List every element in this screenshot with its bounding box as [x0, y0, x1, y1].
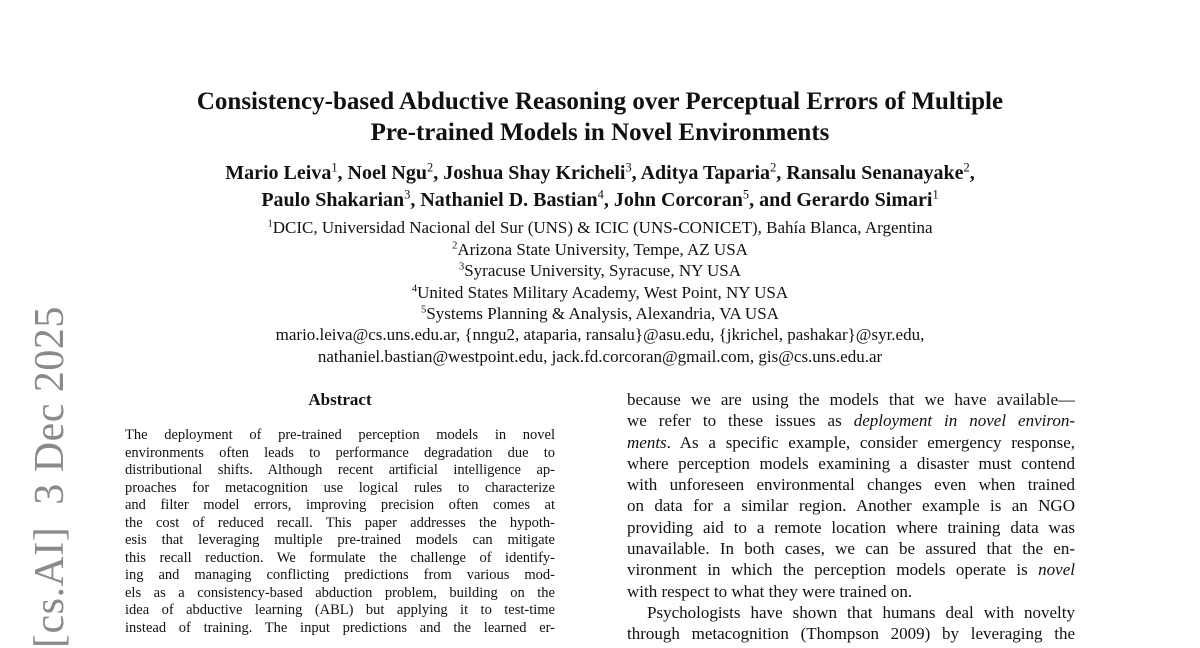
author-affiliation-mark: 2 [770, 160, 777, 175]
body-line: unavailable. In both cases, we can be assured that the en- [627, 539, 1075, 559]
body-line: Psychologists have shown that humans deal with novelty [647, 602, 1075, 622]
body-line: because we are using the models that we have available— [627, 390, 1075, 409]
author-name: Paulo Shakarian [261, 189, 405, 211]
author-affiliation-mark: 4 [597, 187, 604, 202]
email-line-2: nathaniel.bastian@westpoint.edu, jack.fd.corcoran@gmail.com, gis@cs.uns.edu.ar [317, 346, 883, 366]
body-line: with unforeseen environmental changes even when trained [627, 475, 1075, 495]
affiliation: $^5$Systems Planning & Analysis, Alexandria, VA USA [421, 304, 779, 323]
author-name: Nathaniel D. Bastian [420, 189, 598, 211]
arxiv-side-stamp [26, 306, 74, 648]
paper-title [100, 86, 1100, 148]
author-affiliation-mark: 1 [331, 160, 338, 175]
author-name: Mario Leiva [225, 162, 332, 184]
body-line: where perception models examining a disaster must contend [627, 453, 1075, 473]
author-name: Ransalu Senanayake [786, 162, 964, 184]
abstract-line: els as a consistency-based abduction problem, building on the [125, 584, 555, 601]
author-list [100, 160, 1100, 214]
abstract-line: and filter model errors, improving precision often comes at [125, 497, 555, 513]
email-list [100, 324, 1100, 367]
arxiv-date: 3 Dec 2025 [27, 306, 73, 505]
author-affiliation-mark: 1 [932, 187, 939, 202]
abstract-line: this recall reduction. We formulate the challenge of identify- [125, 549, 555, 566]
affiliation-list [100, 217, 1100, 325]
body-line: through metacognition (Thompson 2009) by leveraging the [627, 624, 1075, 644]
author-line-1: Mario Leiva$^1$, Noel Ngu$^2$, Joshua Shay Kricheli$^3$, Aditya Taparia$^2$, Ransalu Senanayake$^2$, [225, 160, 975, 184]
abstract-heading: Abstract [308, 390, 372, 409]
abstract-body [125, 427, 555, 637]
body-line: providing aid to a remote location where training data was [627, 517, 1075, 537]
author-affiliation-mark: 3 [404, 187, 411, 202]
abstract-line: The deployment of pre-trained perception models in novel [125, 427, 555, 443]
abstract-line: the cost of reduced recall. This paper addresses the hypoth- [125, 514, 555, 531]
body-line: on data for a similar region. Another example is an NGO [627, 496, 1075, 516]
body-line: vironment in which the perception models operate is novel [627, 560, 1075, 580]
abstract-line: ing and managing conflicting predictions from various mod- [125, 567, 555, 583]
abstract-line: environments often leads to performance degradation due to [125, 444, 555, 461]
author-name: Noel Ngu [347, 162, 427, 184]
author-name: Gerardo Simari [796, 189, 933, 211]
email-line-1: mario.leiva@cs.uns.edu.ar, {nngu2, ataparia, ransalu}@asu.edu, {jkrichel, pashakar}@syr.edu, [275, 325, 925, 344]
affiliation: $^3$Syracuse University, Syracuse, NY USA [458, 261, 742, 280]
affiliation: $^1$DCIC, Universidad Nacional del Sur (UNS) & ICIC (UNS-CONICET), Bahía Blanca, Argentina [267, 218, 933, 237]
abstract-line: proaches for metacognition use logical rules to characterize [125, 479, 555, 496]
abstract-line: distributional shifts. Although recent artificial intelligence ap- [125, 462, 555, 478]
author-name: John Corcoran [613, 189, 743, 211]
introduction-column [627, 389, 1075, 645]
affiliation: $^2$Arizona State University, Tempe, AZ USA [452, 239, 748, 259]
author-name: Joshua Shay Kricheli [443, 162, 626, 184]
author-affiliation-mark: 5 [742, 187, 750, 202]
affiliation: $^4$United States Military Academy, West Point, NY USA [411, 282, 789, 302]
title-line-1: Consistency-based Abductive Reasoning over Perceptual Errors of Multiple [196, 88, 1004, 115]
abstract-line: idea of abductive learning (ABL) but applying it to test-time [125, 602, 555, 618]
abstract-line: esis that leveraging multiple pre-trained models can mitigate [125, 532, 555, 548]
author-affiliation-mark: 2 [427, 160, 434, 175]
abstract-line: instead of training. The input predictions and the learned er- [125, 619, 555, 636]
author-line-2: Paulo Shakarian$^3$, Nathaniel D. Bastian$^4$, John Corcoran$^5$, and Gerardo Simari$^1$ [261, 187, 939, 211]
body-line: with respect to what they were trained on. [627, 581, 913, 601]
body-line: ments. As a specific example, consider emergency response, [627, 432, 1075, 452]
author-affiliation-mark: 3 [625, 160, 632, 175]
author-name: Aditya Taparia [640, 162, 771, 184]
arxiv-category: [cs.AI] [27, 526, 73, 648]
body-line: we refer to these issues as deployment in novel environ- [627, 411, 1075, 431]
title-line-2: Pre-trained Models in Novel Environments [370, 119, 830, 146]
author-affiliation-mark: 2 [963, 160, 970, 175]
